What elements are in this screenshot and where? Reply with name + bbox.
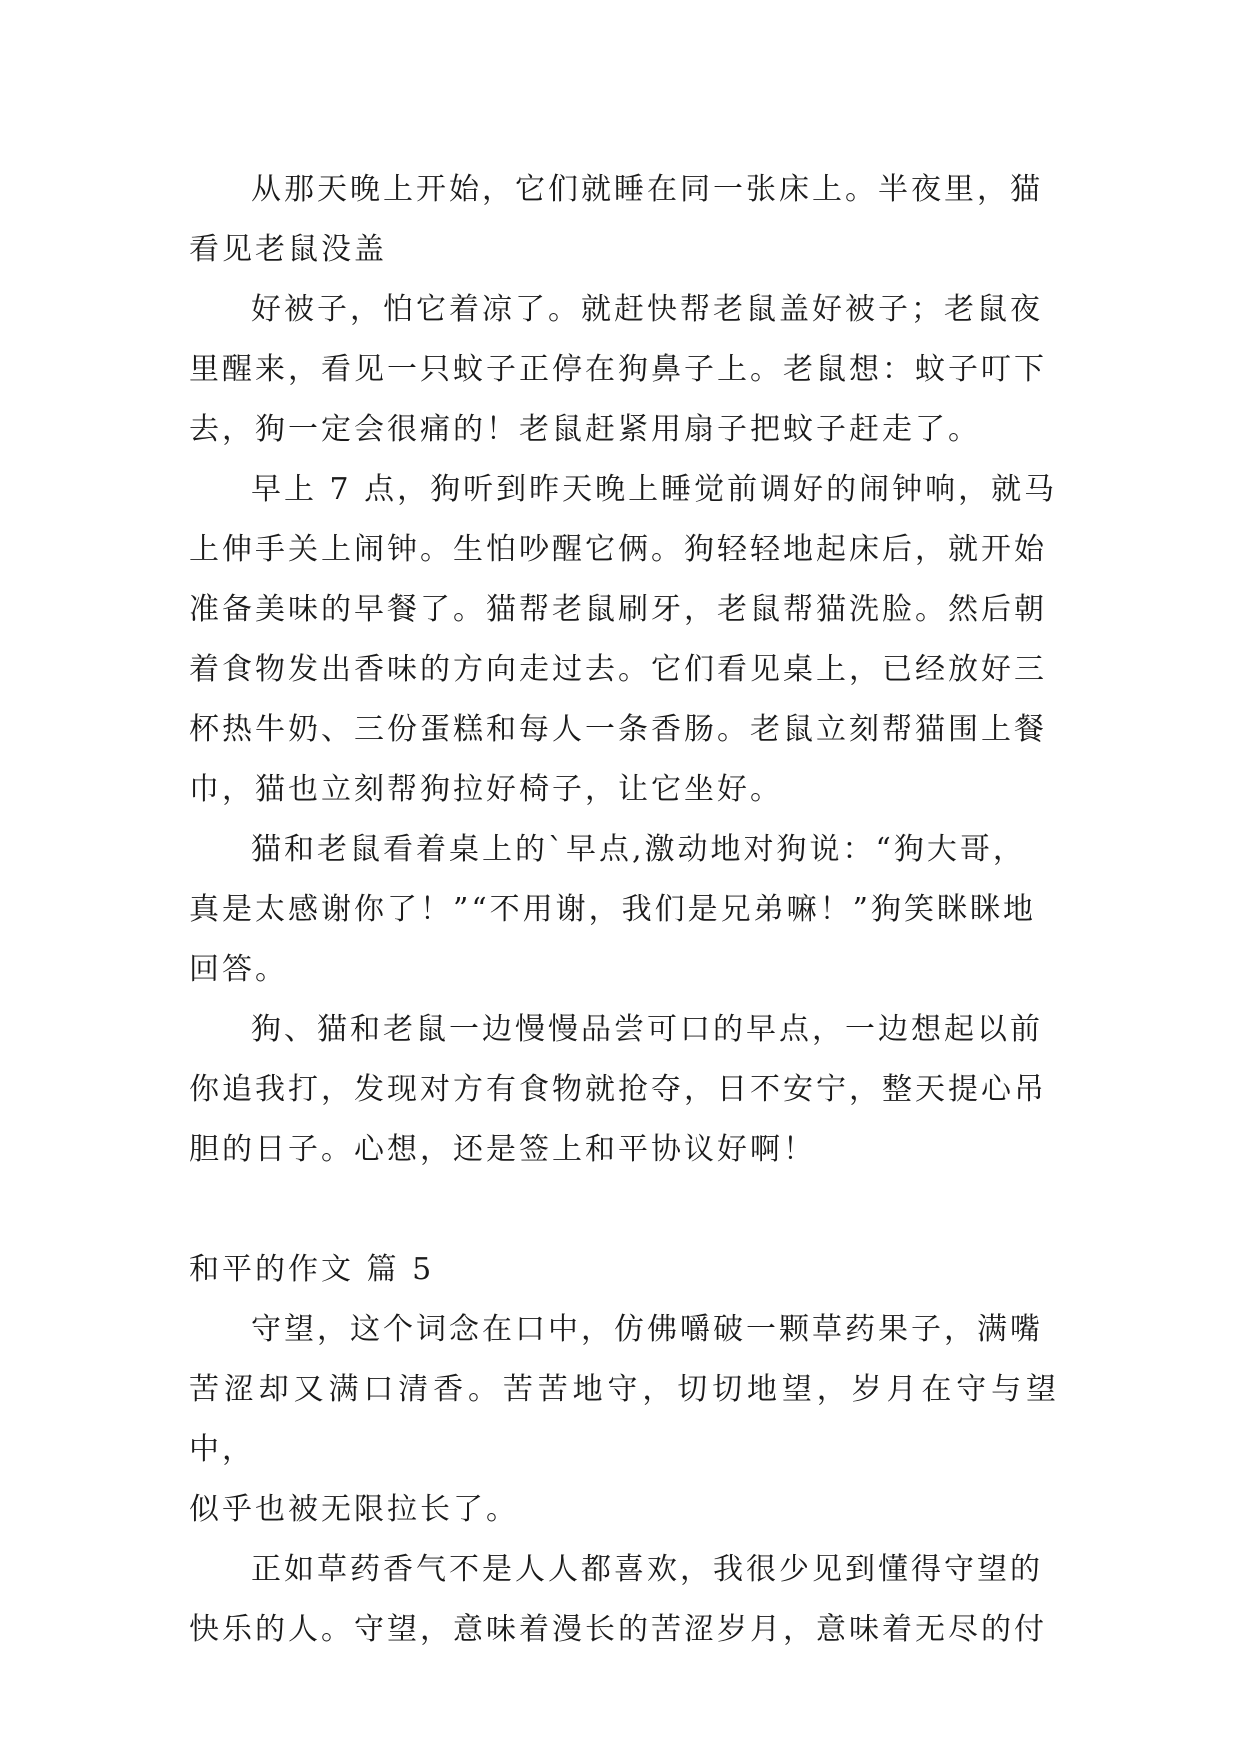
paragraph — [189, 820, 1059, 1000]
text-line: 回答。 — [189, 952, 288, 987]
paragraph — [189, 1000, 1059, 1180]
text-line: 守望，这个词念在口中，仿佛嚼破一颗草药果子，满嘴 — [251, 1312, 1043, 1347]
text-line: 胆的日子。心想，还是签上和平协议好啊！ — [189, 1132, 816, 1167]
text-line: 杯热牛奶、三份蛋糕和每人一条香肠。老鼠立刻帮猫围上餐 — [189, 712, 1047, 747]
text-line: 你追我打，发现对方有食物就抢夺，日不安宁，整天提心吊 — [189, 1072, 1047, 1107]
text-line: 狗、猫和老鼠一边慢慢品尝可口的早点，一边想起以前 — [251, 1012, 1043, 1047]
paragraph — [189, 460, 1059, 820]
text-line: 着食物发出香味的方向走过去。它们看见桌上，已经放好三 — [189, 652, 1047, 687]
text-line: 早上 7 点，狗听到昨天晚上睡觉前调好的闹钟响，就马 — [251, 472, 1058, 507]
paragraph — [189, 1540, 1059, 1660]
text-line: 真是太感谢你了！”“不用谢，我们是兄弟嘛！”狗笑眯眯地 — [189, 892, 1037, 927]
text-line: 上伸手关上闹钟。生怕吵醒它俩。狗轻轻地起床后，就开始 — [189, 532, 1047, 567]
text-line: 猫和老鼠看着桌上的`早点,激动地对狗说：“狗大哥， — [251, 832, 1026, 867]
text-line: 去，狗一定会很痛的！老鼠赶紧用扇子把蚊子赶走了。 — [189, 412, 981, 447]
document-page — [189, 160, 1059, 1660]
text-line: 从那天晚上开始，它们就睡在同一张床上。半夜里，猫 — [251, 172, 1043, 207]
text-line: 似乎也被无限拉长了。 — [189, 1492, 519, 1527]
text-line: 里醒来，看见一只蚊子正停在狗鼻子上。老鼠想：蚊子叮下 — [189, 352, 1047, 387]
text-line: 好被子，怕它着凉了。就赶快帮老鼠盖好被子；老鼠夜 — [251, 292, 1043, 327]
paragraph — [189, 280, 1059, 460]
text-line: 快乐的人。守望，意味着漫长的苦涩岁月，意味着无尽的付 — [189, 1612, 1047, 1647]
text-line: 苦涩却又满口清香。苦苦地守，切切地望，岁月在守与望中， — [189, 1372, 1059, 1467]
text-line: 正如草药香气不是人人都喜欢，我很少见到懂得守望的 — [251, 1552, 1043, 1587]
text-line: 巾，猫也立刻帮狗拉好椅子，让它坐好。 — [189, 772, 783, 807]
text-line: 看见老鼠没盖 — [189, 232, 387, 267]
section-heading: 和平的作文 篇 5 — [189, 1252, 435, 1287]
section-gap — [189, 1180, 1059, 1240]
text-line: 准备美味的早餐了。猫帮老鼠刷牙，老鼠帮猫洗脸。然后朝 — [189, 592, 1047, 627]
paragraph — [189, 160, 1059, 280]
paragraph — [189, 1300, 1059, 1540]
